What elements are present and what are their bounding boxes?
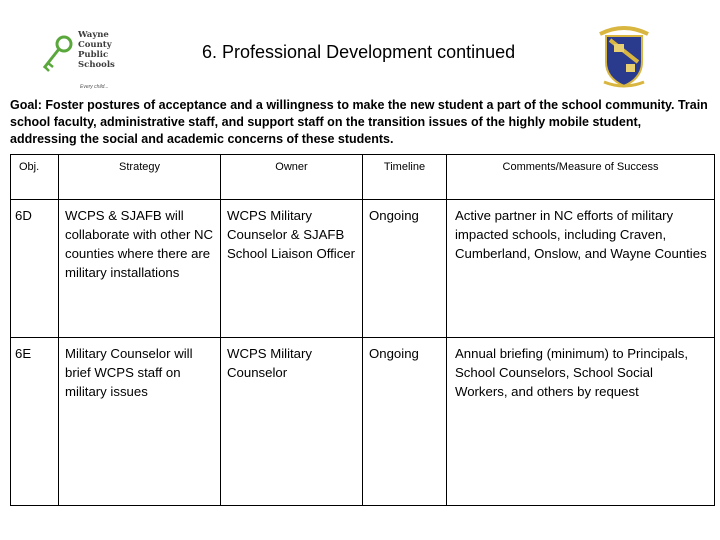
cell-strategy: WCPS & SJAFB will collaborate with other NC counties where there are military installations [59,200,221,338]
header-owner: Owner [221,155,363,200]
logo-tagline: Every child... [80,84,109,90]
page-title: 6. Professional Development continued [202,42,516,62]
cell-obj: 6D [11,200,59,338]
cell-strategy: Military Counselor will brief WCPS staff on military issues [59,338,221,506]
header-timeline: Timeline [363,155,447,200]
cell-comments: Annual briefing (minimum) to Principals, School Counselors, School Social Workers, and others by request [447,338,715,506]
goal-statement: Goal: Foster postures of acceptance and a willingness to make the new student a part of the school community. Train school faculty, administrative staff, and support staff on the transition issues of the highly mobile student, addressing the social and academic concerns of these students. [10,98,708,146]
header-strategy: Strategy [59,155,221,200]
table-header-row [11,155,715,200]
cell-obj: 6E [11,338,59,506]
table-row [11,200,715,338]
cell-owner: WCPS Military Counselor & SJAFB School Liaison Officer [221,200,363,338]
key-icon [34,24,84,84]
cell-owner: WCPS Military Counselor [221,338,363,506]
header-obj: Obj. [11,155,59,200]
cell-timeline: Ongoing [363,338,447,506]
crest-icon [594,22,654,90]
cell-timeline: Ongoing [363,200,447,338]
table-row [11,338,715,506]
wcps-logo [34,24,144,94]
logo-wordmark: Wayne County Public Schools [78,30,115,70]
cell-comments: Active partner in NC efforts of military impacted schools, including Craven, Cumberland, Onslow, and Wayne Counties [447,200,715,338]
header-comments: Comments/Measure of Success [447,155,715,200]
strategy-table [10,154,715,506]
